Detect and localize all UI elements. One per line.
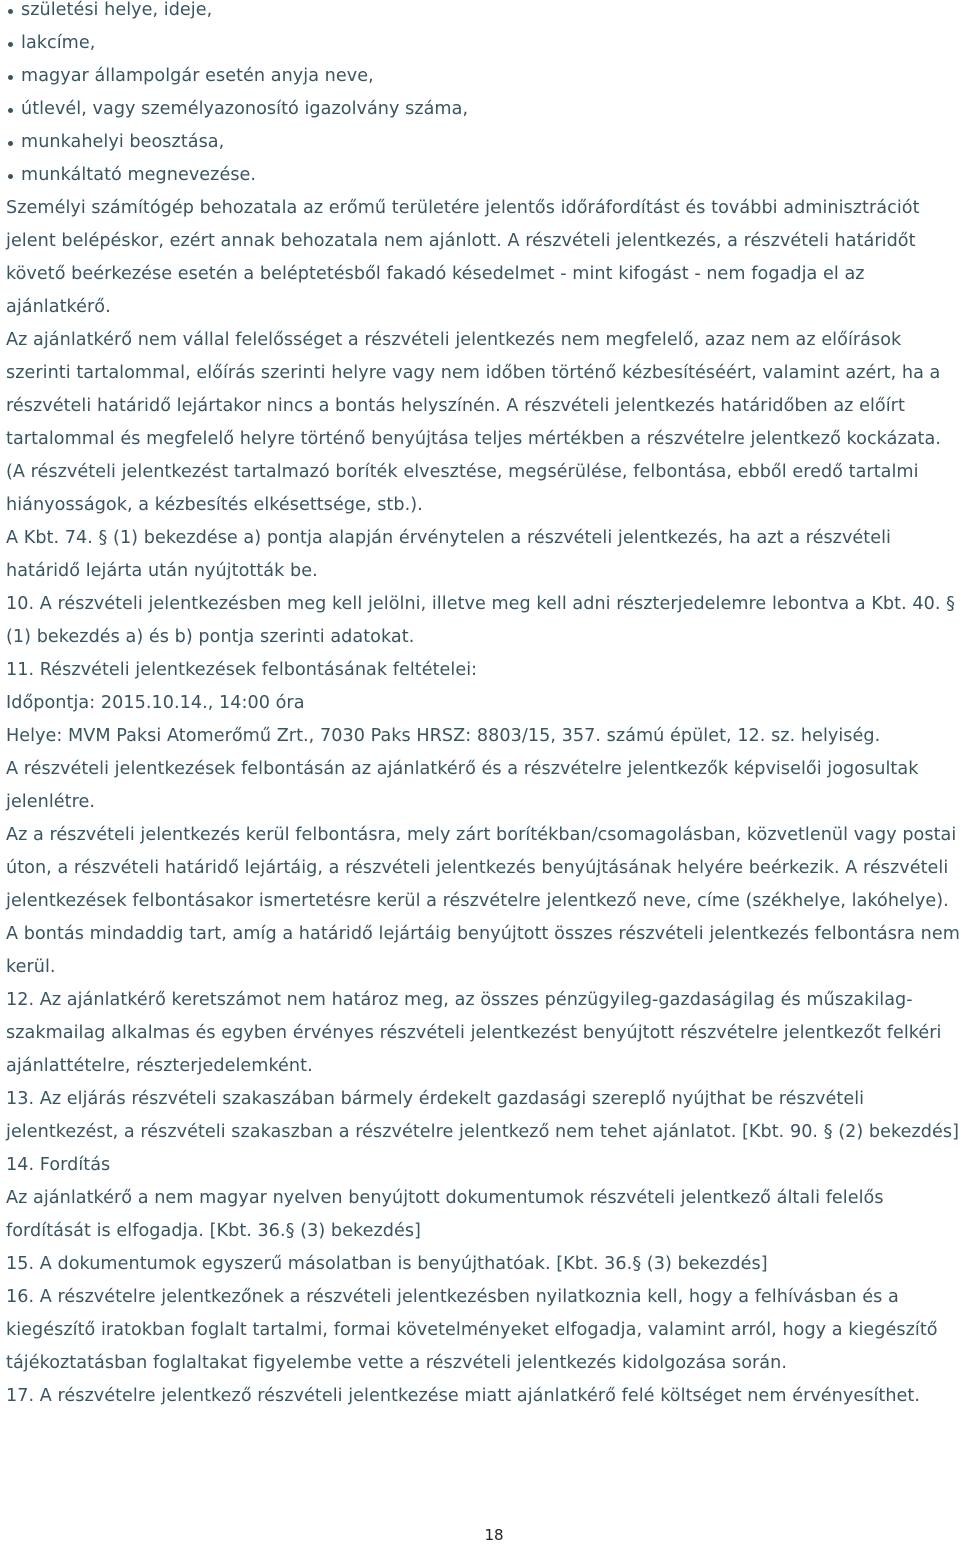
bullet-item: útlevél, vagy személyazonosító igazolvány száma, xyxy=(6,93,960,126)
paragraph-liability: Az ajánlatkérő nem vállal felelősséget a részvételi jelentkezés nem megfelelő, azaz nem az előírások szerinti tartalommal, előírás szerinti helyre vagy nem időben történő kézbesítéséért, valamint azért, ha a részvételi határidő lejártakor nincs a bontás helyszínén. A részvételi jelentkezés határidőben az előírt tartalommal és megfelelő helyre történő benyújtása teljes mértékben a részvételre jelentkező kockázata. (A részvételi jelentkezést tartalmazó boríték elvesztése, megsérülése, felbontása, ebből eredő tartalmi hiányosságok, a kézbesítés elkésettsége, stb.). xyxy=(6,330,941,515)
paragraph-opening-place: Helye: MVM Paksi Atomerőmű Zrt., 7030 Paks HRSZ: 8803/15, 357. számú épület, 12. sz. helyiség. xyxy=(6,726,881,746)
paragraph-section-14-heading: 14. Fordítás xyxy=(6,1155,111,1175)
paragraph-kbt-74: A Kbt. 74. § (1) bekezdése a) pontja alapján érvénytelen a részvételi jelentkezés, ha azt a részvételi határidő lejárta után nyújtották be. xyxy=(6,528,891,581)
paragraph-section-17: 17. A részvételre jelentkező részvételi jelentkezése miatt ajánlatkérő felé költséget nem érvényesíthet. xyxy=(6,1386,920,1406)
bullet-item: munkahelyi beosztása, xyxy=(6,126,960,159)
paragraph-section-12: 12. Az ajánlatkérő keretszámot nem határoz meg, az összes pénzügyileg-gazdaságilag és műszakilag-szakmailag alkalmas és egyben érvényes részvételi jelentkezést benyújtott részvételre jelentkezőt felkéri ajánlattételre, részterjedelemként. xyxy=(6,990,942,1076)
bullet-item: születési helye, ideje, xyxy=(6,0,960,27)
paragraph-attendance: A részvételi jelentkezések felbontásán az ajánlatkérő és a részvételre jelentkezők képviselői jogosultak jelenlétre. xyxy=(6,759,919,812)
bullet-item: lakcíme, xyxy=(6,27,960,60)
paragraph-section-13: 13. Az eljárás részvételi szakaszában bármely érdekelt gazdasági szereplő nyújthat be részvételi jelentkezést, a részvételi szakaszban a részvételre jelentkező nem tehet ajánlatot. [Kbt. 90. § (2) bekezdés] xyxy=(6,1089,960,1142)
paragraph-opening-time: Időpontja: 2015.10.14., 14:00 óra xyxy=(6,693,305,713)
bullet-item: magyar állampolgár esetén anyja neve, xyxy=(6,60,960,93)
paragraph-section-10: 10. A részvételi jelentkezésben meg kell jelölni, illetve meg kell adni részterjedelemre lebontva a Kbt. 40. § (1) bekezdés a) és b) pontja szerinti adatokat. xyxy=(6,594,956,647)
page-content xyxy=(6,0,960,1413)
paragraph-section-15: 15. A dokumentumok egyszerű másolatban is benyújthatóak. [Kbt. 36.§ (3) bekezdés] xyxy=(6,1254,768,1274)
paragraph-translation: Az ajánlatkérő a nem magyar nyelven benyújtott dokumentumok részvételi jelentkező általi felelős fordítását is elfogadja. [Kbt. 36.§ (3) bekezdés] xyxy=(6,1188,884,1241)
page-number: 18 xyxy=(484,1526,504,1544)
paragraph-section-16: 16. A részvételre jelentkezőnek a részvételi jelentkezésben nyilatkoznia kell, hogy a felhívásban és a kiegészítő iratokban foglalt tartalmi, formai követelményeket elfogadja, valamint arról, hogy a kiegészítő tájékoztatásban foglaltakat figyelembe vette a részvételi jelentkezés kidolgozása során. xyxy=(6,1287,938,1373)
paragraph-personal-computer: Személyi számítógép behozatala az erőmű területére jelentős időráfordítást és további adminisztrációt jelent belépéskor, ezért annak behozatala nem ajánlott. A részvételi jelentkezés, a részvételi határidőt követő beérkezése esetén a beléptetésből fakadó késedelmet - mint kifogást - nem fogadja el az ajánlatkérő. xyxy=(6,198,920,317)
paragraph-opening-procedure: Az a részvételi jelentkezés kerül felbontásra, mely zárt borítékban/csomagolásban, közvetlenül vagy postai úton, a részvételi határidő lejártáig, a részvételi jelentkezés benyújtásának helyére beérkezik. A részvételi jelentkezések felbontásakor ismertetésre kerül a részvételre jelentkező neve, címe (székhelye, lakóhelye). A bontás mindaddig tart, amíg a határidő lejártáig benyújtott összes részvételi jelentkezés felbontásra nem kerül. xyxy=(6,825,960,977)
bullet-list xyxy=(6,0,960,192)
paragraph-section-11-heading: 11. Részvételi jelentkezések felbontásának feltételei: xyxy=(6,660,478,680)
bullet-item: munkáltató megnevezése. xyxy=(6,159,960,192)
